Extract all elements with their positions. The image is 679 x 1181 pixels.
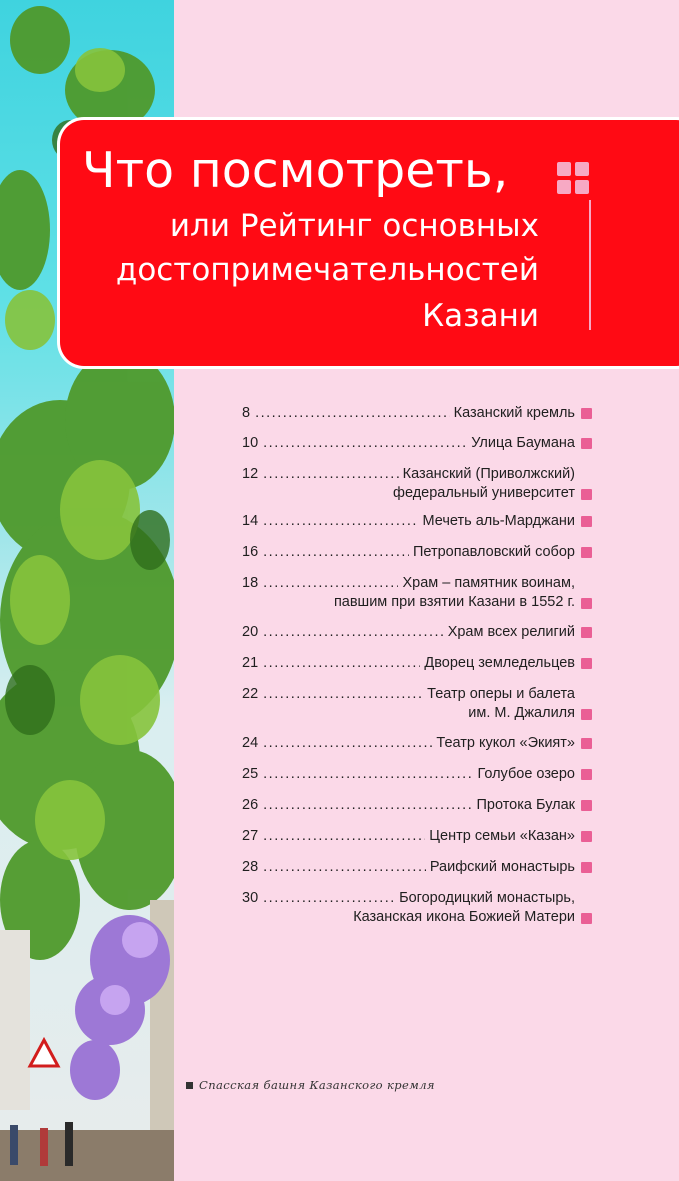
toc-entry[interactable] — [242, 654, 592, 673]
toc-leader-dots — [263, 765, 473, 784]
toc-title: Раифский монастырь — [429, 859, 575, 875]
toc-bullet-icon — [581, 516, 592, 527]
toc-entry[interactable] — [242, 543, 592, 562]
toc-title: Казанский кремль — [453, 405, 575, 421]
toc-entry[interactable] — [242, 796, 592, 815]
toc-bullet-icon — [581, 769, 592, 780]
toc-page-number: 26 — [242, 797, 259, 813]
toc-leader-dots — [263, 685, 423, 704]
toc-title: Мечеть аль-Марджани — [422, 513, 575, 529]
toc-bullet-icon — [581, 913, 592, 924]
toc-entry[interactable] — [242, 858, 592, 877]
title-line-4: Казани — [422, 298, 539, 334]
toc-title: Улица Баумана — [471, 435, 575, 451]
toc-title: Театр оперы и балета — [427, 686, 575, 702]
toc-entry[interactable] — [242, 465, 592, 503]
title-box — [60, 120, 679, 366]
toc-title: Храм всех религий — [447, 624, 575, 640]
toc-entry[interactable] — [242, 734, 592, 753]
toc-leader-dots — [263, 512, 418, 531]
toc-bullet-icon — [581, 598, 592, 609]
toc-bullet-icon — [581, 831, 592, 842]
toc-leader-dots — [263, 827, 425, 846]
toc-entry[interactable] — [242, 512, 592, 531]
toc-bullet-icon — [581, 800, 592, 811]
toc-bullet-icon — [581, 862, 592, 873]
toc-page-number: 21 — [242, 655, 259, 671]
toc-entry[interactable] — [242, 404, 592, 423]
toc-bullet-icon — [581, 408, 592, 419]
logo-divider — [589, 200, 591, 330]
toc-entry[interactable] — [242, 765, 592, 784]
toc-leader-dots — [263, 574, 398, 593]
toc-title-continuation: павшим при взятии Казани в 1552 г. — [333, 594, 575, 610]
toc-page-number: 18 — [242, 575, 259, 591]
toc-entry[interactable] — [242, 685, 592, 723]
toc-bullet-icon — [581, 438, 592, 449]
toc-page-number: 12 — [242, 466, 259, 482]
toc-page-number: 24 — [242, 735, 259, 751]
title-line-1: Что посмотреть, — [82, 142, 509, 199]
toc-entry[interactable] — [242, 434, 592, 453]
title-line-3: достопримечательностей — [115, 252, 539, 288]
toc-page-number: 25 — [242, 766, 259, 782]
toc-entry[interactable] — [242, 574, 592, 612]
toc-entry[interactable] — [242, 623, 592, 642]
caption-text: Спасская башня Казанского кремля — [199, 1078, 435, 1092]
toc-page-number: 20 — [242, 624, 259, 640]
toc-title: Центр семьи «Казан» — [429, 828, 575, 844]
toc-title-continuation: федеральный университет — [393, 485, 575, 501]
toc-leader-dots — [263, 889, 395, 908]
toc-entry[interactable] — [242, 889, 592, 927]
toc-page-number: 16 — [242, 544, 259, 560]
squares-logo-icon — [557, 162, 591, 196]
toc-bullet-icon — [581, 547, 592, 558]
toc-leader-dots — [255, 404, 450, 423]
toc-page-number: 28 — [242, 859, 259, 875]
toc-leader-dots — [263, 654, 420, 673]
toc-bullet-icon — [581, 709, 592, 720]
toc-bullet-icon — [581, 738, 592, 749]
toc-title: Голубое озеро — [477, 766, 575, 782]
toc-title: Казанский (Приволжский) — [402, 466, 575, 482]
toc-leader-dots — [263, 734, 432, 753]
toc-title-continuation: им. М. Джалиля — [468, 705, 575, 721]
toc-leader-dots — [263, 858, 426, 877]
toc-title: Богородицкий монастырь, — [399, 890, 575, 906]
title-line-2: или Рейтинг основных — [169, 208, 539, 244]
toc-page-number: 27 — [242, 828, 259, 844]
toc-leader-dots — [263, 543, 409, 562]
toc-title: Протока Булак — [476, 797, 575, 813]
caption-square-icon — [186, 1082, 193, 1089]
toc-page-number: 14 — [242, 513, 259, 529]
toc-title: Театр кукол «Экият» — [436, 735, 575, 751]
toc-bullet-icon — [581, 627, 592, 638]
toc-title: Петропавловский собор — [412, 544, 575, 560]
toc-title: Храм – памятник воинам, — [402, 575, 575, 591]
toc-bullet-icon — [581, 658, 592, 669]
toc-leader-dots — [263, 434, 467, 453]
toc-page-number: 22 — [242, 686, 259, 702]
toc-entry[interactable] — [242, 827, 592, 846]
toc-bullet-icon — [581, 489, 592, 500]
toc-leader-dots — [263, 796, 472, 815]
toc-leader-dots — [263, 465, 398, 484]
toc-title-continuation: Казанская икона Божией Матери — [353, 909, 575, 925]
toc-leader-dots — [263, 623, 444, 642]
toc-page-number: 10 — [242, 435, 259, 451]
toc-title: Дворец земледельцев — [424, 655, 575, 671]
toc-page-number: 30 — [242, 890, 259, 906]
photo-caption — [186, 1078, 435, 1092]
toc-page-number: 8 — [242, 405, 251, 421]
